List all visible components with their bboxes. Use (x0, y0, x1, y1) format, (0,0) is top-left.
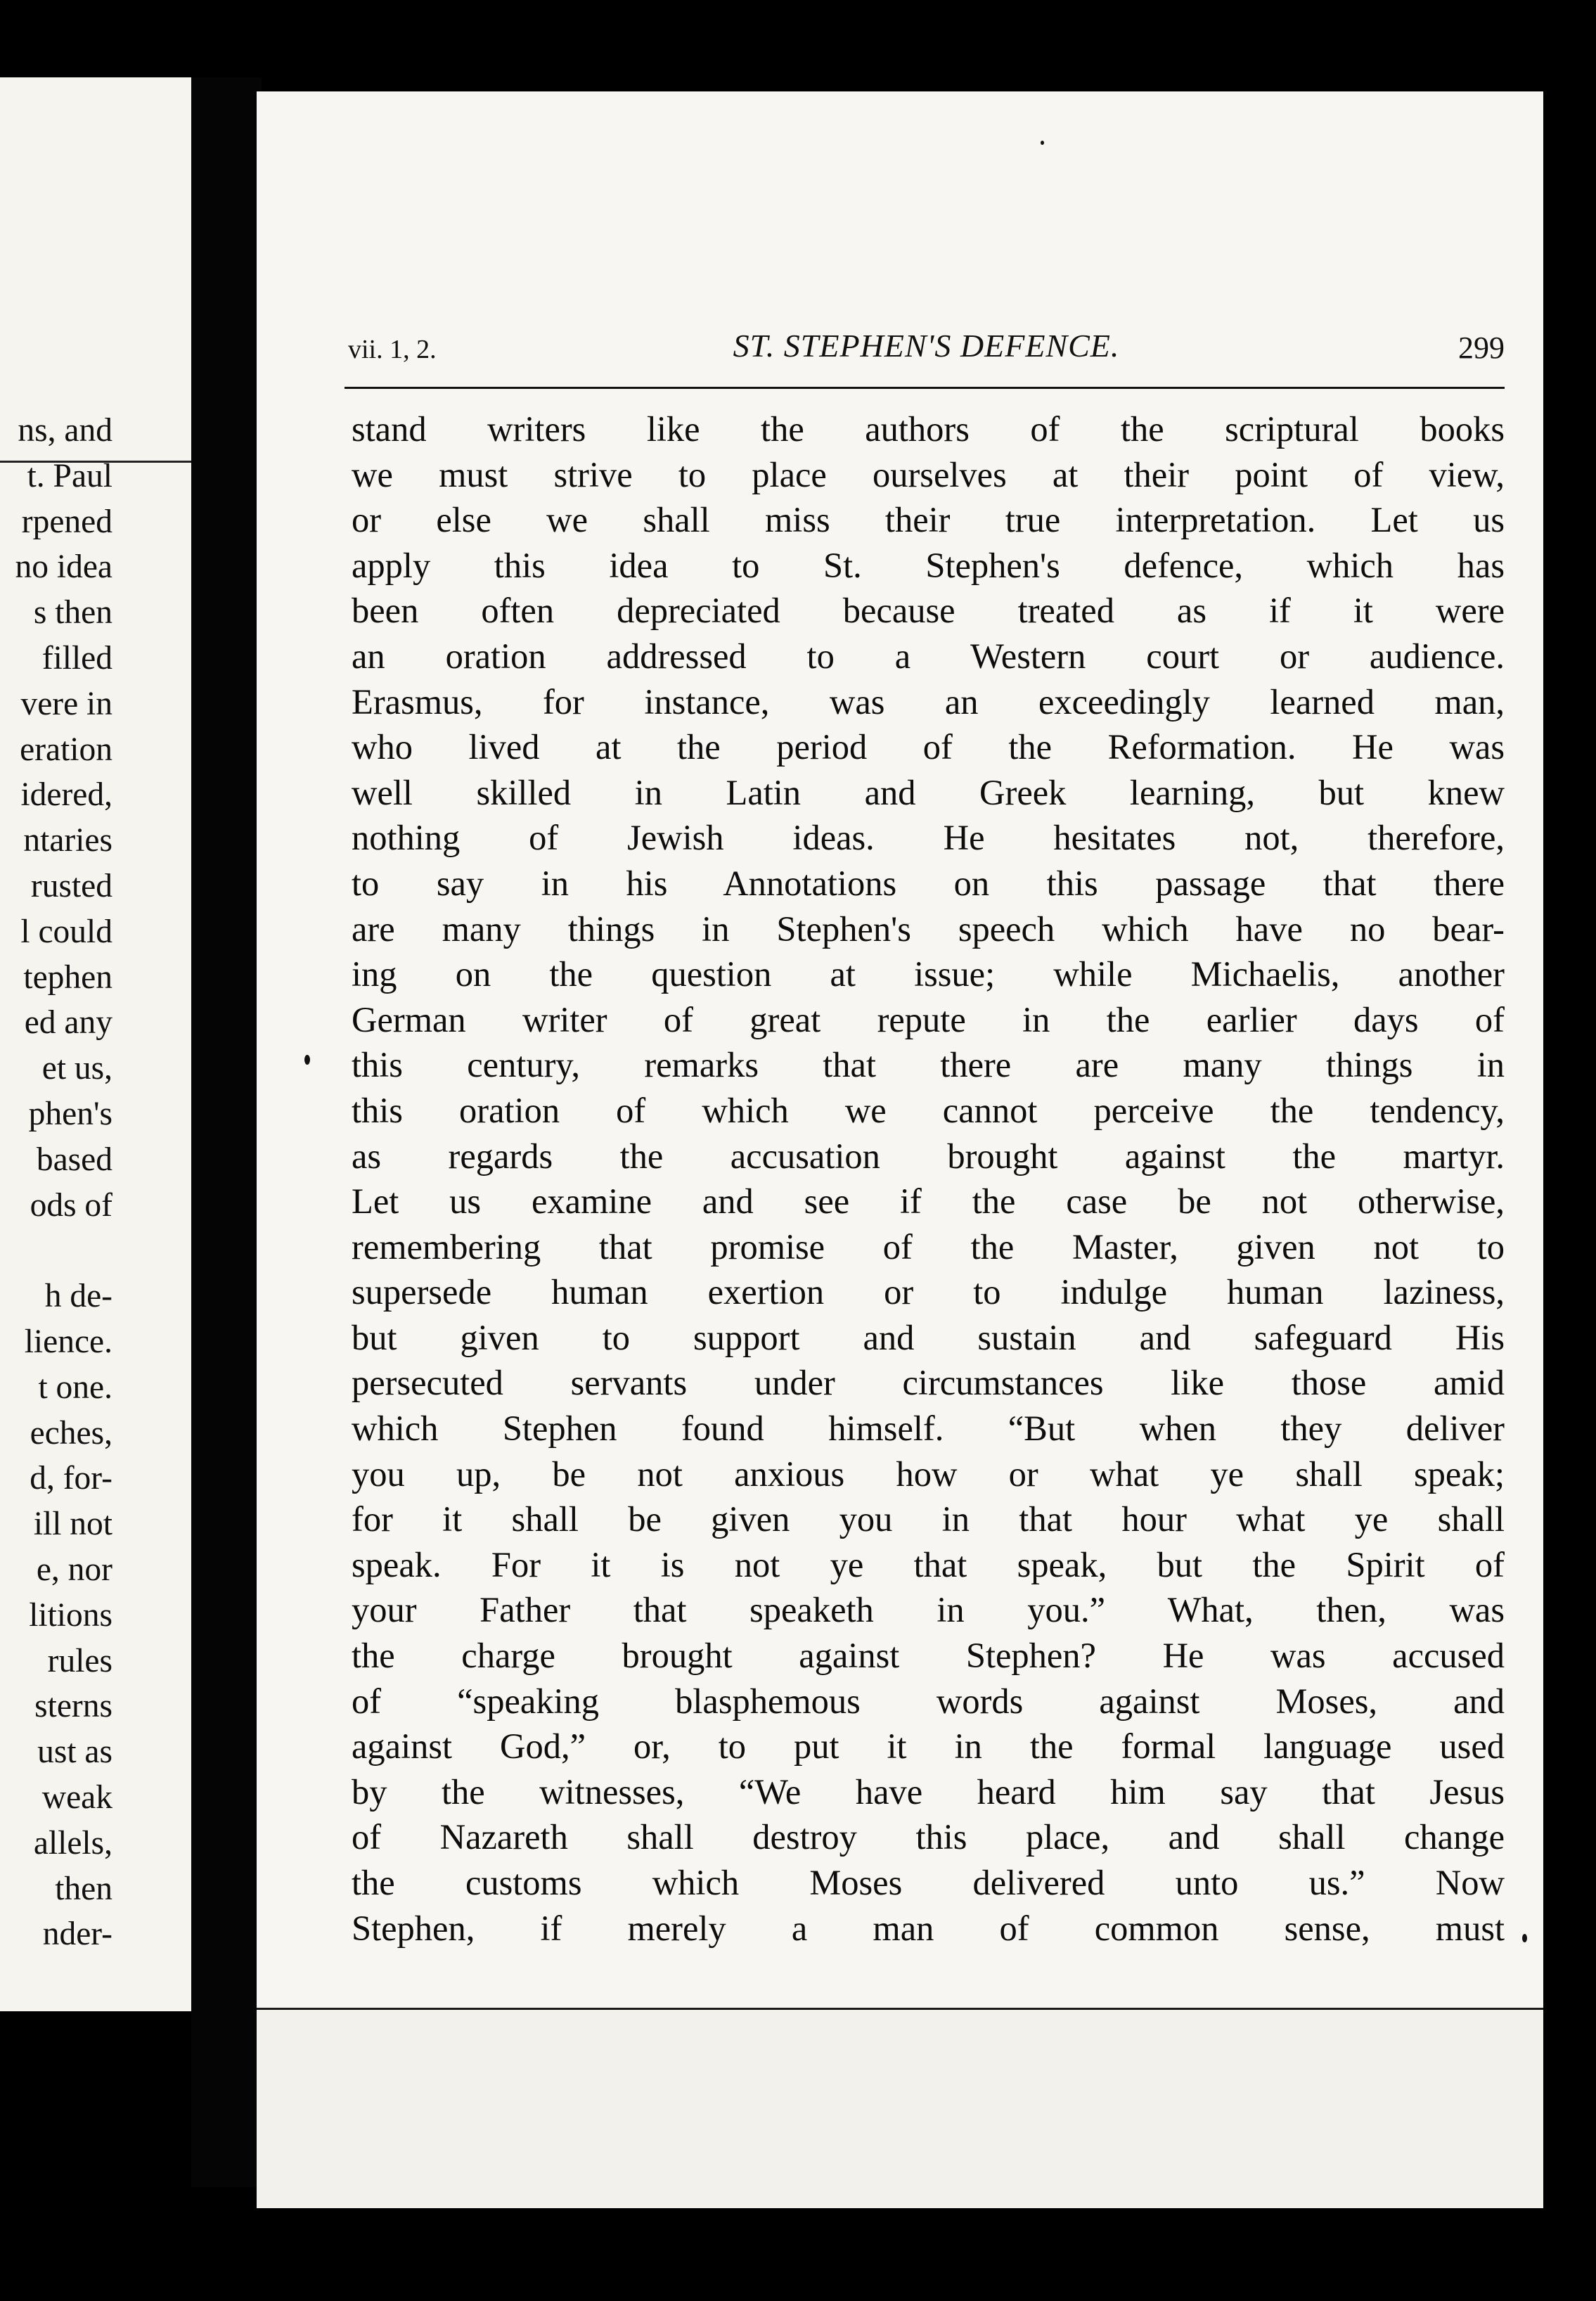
text-line: you up, be not anxious how or what ye shall speak; (352, 1454, 1505, 1494)
left-page-line: vere in (20, 685, 112, 722)
text-line: ing on the question at issue; while Michaelis, another (352, 954, 1505, 994)
left-page-line: ill not (33, 1506, 112, 1543)
left-page-line: weak (41, 1778, 112, 1816)
left-page-line: no idea (15, 549, 112, 586)
text-line: Stephen, if merely a man of common sense, must (352, 1908, 1505, 1948)
text-line: as regards the accusation brought against the martyr. (352, 1136, 1505, 1176)
text-line: Erasmus, for instance, was an exceedingly learned man, (352, 681, 1505, 722)
left-page-line: then (55, 1870, 112, 1907)
text-line: against God,” or, to put it in the formal language used (352, 1726, 1505, 1767)
left-page-line: ust as (37, 1733, 112, 1771)
text-line: of Nazareth shall destroy this place, and shall change (352, 1817, 1505, 1857)
left-page-line: rpened (21, 503, 112, 540)
left-page-line: eration (20, 731, 112, 768)
left-page-line: idered, (20, 776, 112, 814)
speck-mark (304, 1055, 310, 1065)
text-line: which Stephen found himself. “But when they deliver (352, 1409, 1505, 1449)
left-page-line: ods of (30, 1186, 112, 1224)
text-line: we must strive to place ourselves at their point of view, (352, 454, 1505, 494)
text-line: by the witnesses, “We have heard him say that Jesus (352, 1771, 1505, 1812)
text-line: but given to support and sustain and safeguard His (352, 1317, 1505, 1357)
left-page-line: eches, (30, 1414, 112, 1451)
left-page-line: based (36, 1141, 112, 1178)
text-line: supersede human exertion or to indulge human laziness, (352, 1272, 1505, 1312)
running-head-title: ST. STEPHEN'S DEFENCE. (733, 328, 1120, 364)
left-page-line: e, nor (36, 1551, 112, 1588)
body-text (352, 406, 1505, 1951)
left-page-line: ed any (24, 1004, 112, 1041)
left-page-line (0, 1228, 211, 1274)
left-page-line: filled (41, 639, 112, 677)
left-page-line: t. Paul (27, 457, 112, 494)
left-page-line: tephen (23, 959, 112, 996)
chapter-verse-reference: vii. 1, 2. (348, 335, 437, 364)
text-line: apply this idea to St. Stephen's defence, which has (352, 545, 1505, 585)
speck-mark (1041, 141, 1044, 145)
text-line: remembering that promise of the Master, given not to (352, 1226, 1505, 1267)
left-page-line: phen's (28, 1095, 112, 1132)
left-page-line: litions (29, 1596, 112, 1634)
text-line: Let us examine and see if the case be not otherwise, (352, 1181, 1505, 1222)
text-line: for it shall be given you in that hour what ye shall (352, 1499, 1505, 1539)
left-page-line: sterns (34, 1688, 112, 1725)
head-rule (345, 387, 1505, 389)
text-line: well skilled in Latin and Greek learning, but knew (352, 772, 1505, 812)
left-page-line: lience. (24, 1323, 112, 1360)
text-line: your Father that speaketh in you.” What, then, was (352, 1590, 1505, 1630)
left-page-line: nder- (42, 1916, 112, 1953)
left-page-text-column (0, 408, 211, 1957)
text-line: this century, remarks that there are many things in (352, 1045, 1505, 1085)
text-line: of “speaking blasphemous words against Moses, and (352, 1681, 1505, 1721)
right-page (257, 91, 1543, 2208)
book-gutter (191, 77, 262, 2187)
text-line: stand writers like the authors of the scriptural books (352, 409, 1505, 449)
left-page-line: et us, (41, 1050, 112, 1087)
left-page-line: allels, (33, 1824, 112, 1861)
running-head (348, 327, 1505, 369)
text-line: are many things in Stephen's speech which have no bear- (352, 909, 1505, 949)
text-line: speak. For it is not ye that speak, but the Spirit of (352, 1544, 1505, 1584)
left-page-line: rules (47, 1642, 112, 1679)
text-line: persecuted servants under circumstances like those amid (352, 1363, 1505, 1403)
left-page-line: ntaries (23, 822, 112, 859)
speck-mark (1522, 1934, 1527, 1942)
text-line: the charge brought against Stephen? He was accused (352, 1636, 1505, 1676)
text-line: an oration addressed to a Western court or audience. (352, 636, 1505, 676)
text-line: or else we shall miss their true interpretation. Let us (352, 500, 1505, 540)
left-page-line: ns, and (18, 412, 112, 449)
left-page-line: s then (33, 594, 112, 632)
text-line: this oration of which we cannot perceive the tendency, (352, 1090, 1505, 1130)
left-page-line: h de- (44, 1278, 112, 1315)
left-page-line: l could (20, 913, 112, 950)
left-page-fragment (0, 77, 211, 2011)
text-line: been often depreciated because treated as if it were (352, 591, 1505, 631)
text-line: to say in his Annotations on this passage that there (352, 863, 1505, 903)
text-line: who lived at the period of the Reformation. He was (352, 727, 1505, 767)
text-line: the customs which Moses delivered unto us.” Now (352, 1863, 1505, 1902)
left-page-line: d, for- (30, 1460, 112, 1497)
text-line: nothing of Jewish ideas. He hesitates not, therefore, (352, 818, 1505, 858)
left-page-line: rusted (30, 867, 112, 904)
left-page-line: t one. (38, 1369, 112, 1406)
page-number: 299 (1458, 331, 1505, 365)
bottom-margin (257, 2010, 1543, 2208)
text-line: German writer of great repute in the earlier days of (352, 999, 1505, 1039)
